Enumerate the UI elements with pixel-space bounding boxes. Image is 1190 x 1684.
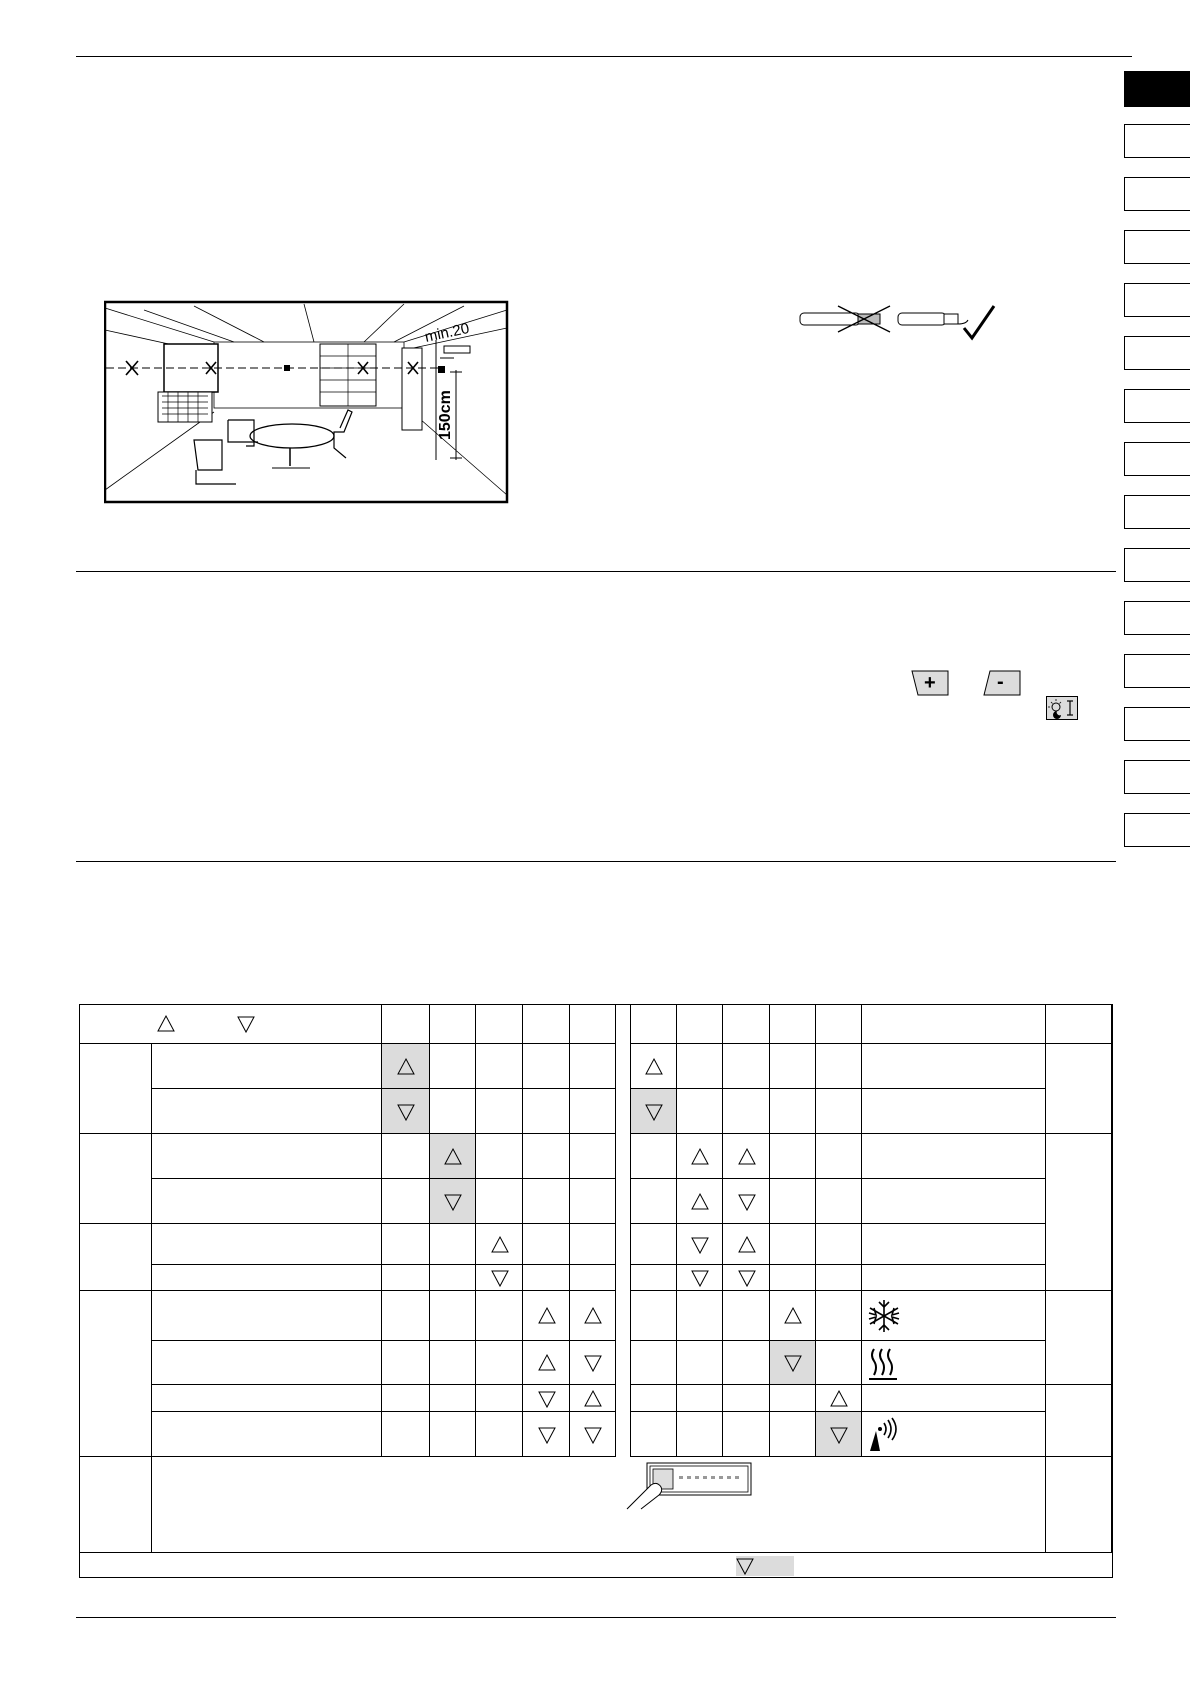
- switch-cell: [430, 1224, 476, 1265]
- up-triangle-icon: [537, 1306, 557, 1326]
- up-triangle-icon: [737, 1235, 757, 1255]
- table-header-cell: [523, 1005, 570, 1044]
- down-triangle-icon: [490, 1268, 510, 1288]
- checkmark-icon: [964, 306, 994, 338]
- switch-cell: [476, 1291, 523, 1341]
- up-triangle-icon: [443, 1147, 463, 1167]
- down-triangle-icon: [737, 1268, 757, 1288]
- switch-cell: [523, 1089, 570, 1134]
- state-cell: [723, 1089, 770, 1134]
- index-tab[interactable]: [1124, 336, 1190, 370]
- switch-cell: [570, 1134, 616, 1179]
- down-triangle-icon: [583, 1425, 603, 1445]
- description-cell: [152, 1044, 382, 1089]
- group-label-cell: [80, 1291, 152, 1457]
- table-header-cell: [816, 1005, 862, 1044]
- snowflake-icon: [866, 1298, 902, 1334]
- notes-cell: [1046, 1134, 1112, 1291]
- switch-cell: [430, 1089, 476, 1134]
- table-header-cell: [630, 1005, 677, 1044]
- down-triangle-icon: [737, 1192, 757, 1212]
- down-triangle-icon: [396, 1102, 416, 1122]
- plus-label: +: [924, 672, 936, 694]
- index-tab[interactable]: [1124, 654, 1190, 688]
- state-cell: [816, 1265, 862, 1291]
- up-triangle-icon: [737, 1147, 757, 1167]
- index-tab[interactable]: [1124, 707, 1190, 741]
- table-header-cell: [677, 1005, 723, 1044]
- mode-button[interactable]: [1046, 696, 1078, 720]
- table-header-cell: [430, 1005, 476, 1044]
- state-cell: [630, 1341, 677, 1385]
- state-cell: [816, 1179, 862, 1224]
- switch-cell: [570, 1224, 616, 1265]
- switch-cell: [476, 1341, 523, 1385]
- description-cell: [152, 1385, 382, 1412]
- index-tab[interactable]: [1124, 442, 1190, 476]
- up-triangle-icon: [490, 1235, 510, 1255]
- up-triangle-icon: [783, 1306, 803, 1326]
- state-cell: [723, 1341, 770, 1385]
- minus-label: -: [997, 671, 1004, 693]
- table-header-cell: [862, 1005, 1046, 1044]
- state-cell: [723, 1385, 770, 1412]
- state-cell: [630, 1291, 677, 1341]
- result-cell: [862, 1265, 1046, 1291]
- table-header-cell: [570, 1005, 616, 1044]
- state-cell: [630, 1179, 677, 1224]
- table-header-cell: [770, 1005, 816, 1044]
- top-rule: [76, 56, 1132, 57]
- switch-cell: [570, 1089, 616, 1134]
- state-cell: [770, 1089, 816, 1134]
- table-header-cell: [1046, 1005, 1112, 1044]
- up-triangle-icon: [583, 1306, 603, 1326]
- switch-cell: [570, 1265, 616, 1291]
- index-tab[interactable]: [1124, 177, 1190, 211]
- description-cell: [152, 1179, 382, 1224]
- switch-cell: [523, 1265, 570, 1291]
- group-label-cell: [80, 1224, 152, 1291]
- group-label-cell: [80, 1044, 152, 1134]
- notes-cell: [1046, 1457, 1112, 1553]
- table-footer-row: [80, 1553, 1112, 1579]
- dip-switch-settings-table: [79, 1004, 1113, 1578]
- switch-cell: [430, 1291, 476, 1341]
- down-triangle-icon: [690, 1235, 710, 1255]
- notes-cell: [1046, 1385, 1112, 1457]
- description-cell: [152, 1341, 382, 1385]
- down-triangle-icon: [829, 1425, 849, 1445]
- up-triangle-icon: [583, 1389, 603, 1409]
- down-triangle-icon: [443, 1192, 463, 1212]
- switch-cell: [382, 1265, 430, 1291]
- switch-cell: [570, 1044, 616, 1089]
- minus-button[interactable]: [982, 670, 1022, 696]
- up-triangle-icon: [537, 1353, 557, 1373]
- cable-entry-illustration: [798, 300, 998, 344]
- switch-cell: [382, 1385, 430, 1412]
- table-header-cell: [382, 1005, 430, 1044]
- table-header-cell: [80, 1005, 382, 1044]
- switch-cell: [430, 1412, 476, 1457]
- state-cell: [816, 1044, 862, 1089]
- index-tab[interactable]: [1124, 495, 1190, 529]
- description-cell: [152, 1291, 382, 1341]
- switch-cell: [476, 1385, 523, 1412]
- group-label-cell: [80, 1134, 152, 1224]
- state-cell: [770, 1412, 816, 1457]
- state-cell: [770, 1044, 816, 1089]
- index-tab[interactable]: [1124, 813, 1190, 847]
- index-tab[interactable]: [1124, 760, 1190, 794]
- result-cell: [862, 1044, 1046, 1089]
- cable-illustration: [798, 300, 998, 344]
- switch-cell: [476, 1412, 523, 1457]
- up-triangle-icon: [829, 1389, 849, 1409]
- reset-description-cell: [152, 1457, 1046, 1553]
- description-cell: [152, 1412, 382, 1457]
- state-cell: [816, 1341, 862, 1385]
- state-cell: [677, 1089, 723, 1134]
- state-cell: [770, 1179, 816, 1224]
- state-cell: [723, 1412, 770, 1457]
- state-cell: [723, 1291, 770, 1341]
- column-gap: [616, 1005, 631, 1457]
- state-cell: [630, 1412, 677, 1457]
- switch-cell: [430, 1265, 476, 1291]
- switch-cell: [523, 1134, 570, 1179]
- down-triangle-icon: [690, 1268, 710, 1288]
- index-tab[interactable]: [1124, 283, 1190, 317]
- switch-cell: [382, 1291, 430, 1341]
- down-triangle-icon: [537, 1389, 557, 1409]
- index-tab[interactable]: [1124, 548, 1190, 582]
- index-tab[interactable]: [1124, 389, 1190, 423]
- state-cell: [770, 1265, 816, 1291]
- up-triangle-icon: [396, 1057, 416, 1077]
- table-header-cell: [476, 1005, 523, 1044]
- result-cell: [862, 1224, 1046, 1265]
- header-down-triangle-icon: [236, 1014, 256, 1034]
- switch-cell: [382, 1134, 430, 1179]
- switch-cell: [382, 1224, 430, 1265]
- up-triangle-icon: [690, 1192, 710, 1212]
- state-cell: [770, 1224, 816, 1265]
- switch-cell: [430, 1044, 476, 1089]
- switch-cell: [382, 1341, 430, 1385]
- state-cell: [630, 1265, 677, 1291]
- result-cell: [862, 1179, 1046, 1224]
- state-cell: [677, 1341, 723, 1385]
- sun-moon-mode-icon: [1046, 696, 1078, 720]
- switch-cell: [430, 1341, 476, 1385]
- reset-press-illustration: [625, 1461, 755, 1511]
- switch-cell: [382, 1179, 430, 1224]
- state-cell: [630, 1134, 677, 1179]
- switch-cell: [523, 1179, 570, 1224]
- description-cell: [152, 1089, 382, 1134]
- description-cell: [152, 1134, 382, 1179]
- heat-waves-icon: [866, 1345, 902, 1381]
- state-cell: [630, 1224, 677, 1265]
- state-cell: [677, 1412, 723, 1457]
- state-cell: [723, 1044, 770, 1089]
- down-triangle-icon: [537, 1425, 557, 1445]
- section-rule: [76, 861, 1116, 862]
- down-triangle-icon: [644, 1102, 664, 1122]
- switch-cell: [430, 1385, 476, 1412]
- index-tab[interactable]: [1124, 601, 1190, 635]
- state-cell: [677, 1385, 723, 1412]
- down-triangle-icon: [583, 1353, 603, 1373]
- state-cell: [770, 1385, 816, 1412]
- notes-cell: [1046, 1044, 1112, 1134]
- up-triangle-icon: [644, 1057, 664, 1077]
- room-installation-figure: [104, 300, 510, 506]
- state-cell: [677, 1044, 723, 1089]
- switch-cell: [476, 1179, 523, 1224]
- result-cell: [862, 1134, 1046, 1179]
- dimension-min-label: min.20: [423, 319, 471, 346]
- state-cell: [816, 1224, 862, 1265]
- header-up-triangle-icon: [156, 1014, 176, 1034]
- switch-cell: [382, 1412, 430, 1457]
- room-illustration: [104, 300, 510, 506]
- state-cell: [770, 1134, 816, 1179]
- down-triangle-icon: [783, 1353, 803, 1373]
- dimension-height-label: 150cm: [437, 390, 454, 440]
- section-rule: [76, 571, 1116, 572]
- switch-cell: [476, 1134, 523, 1179]
- index-tab[interactable]: [1124, 124, 1190, 158]
- switch-cell: [570, 1179, 616, 1224]
- state-cell: [816, 1089, 862, 1134]
- state-cell: [816, 1291, 862, 1341]
- table-header-cell: [723, 1005, 770, 1044]
- radio-signal-icon: [866, 1417, 902, 1453]
- up-triangle-icon: [690, 1147, 710, 1167]
- index-tab-active[interactable]: [1124, 71, 1190, 107]
- switch-cell: [476, 1044, 523, 1089]
- footer-down-triangle-icon: [735, 1556, 755, 1576]
- index-tab[interactable]: [1124, 230, 1190, 264]
- notes-cell: [1046, 1291, 1112, 1385]
- switch-cell: [476, 1089, 523, 1134]
- switch-cell: [523, 1044, 570, 1089]
- state-cell: [816, 1134, 862, 1179]
- group-label-cell: [80, 1457, 152, 1553]
- result-cell: [862, 1089, 1046, 1134]
- plus-button[interactable]: [910, 670, 950, 696]
- switch-cell: [523, 1224, 570, 1265]
- state-cell: [677, 1291, 723, 1341]
- result-cell: [862, 1385, 1046, 1412]
- description-cell: [152, 1224, 382, 1265]
- bottom-rule: [76, 1617, 1116, 1618]
- state-cell: [630, 1385, 677, 1412]
- description-cell: [152, 1265, 382, 1291]
